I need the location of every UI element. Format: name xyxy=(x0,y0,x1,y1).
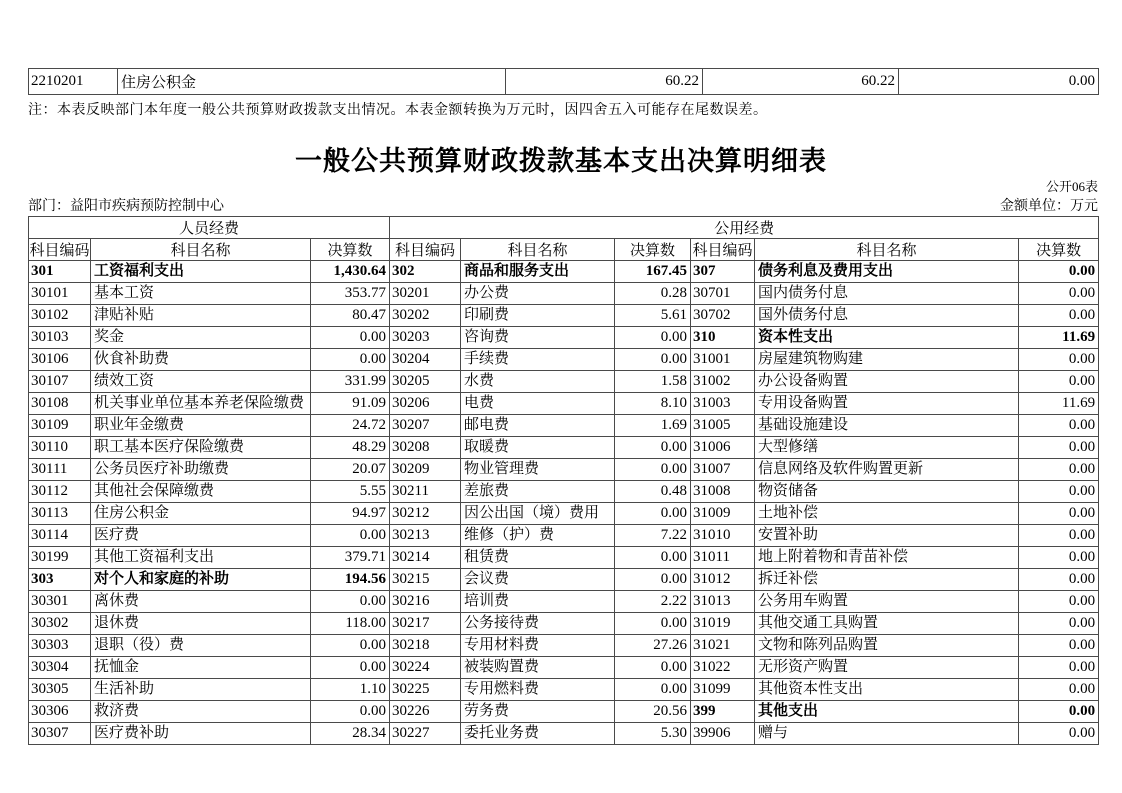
subject-code-cell: 30303 xyxy=(29,635,91,657)
amount-cell: 194.56 xyxy=(311,569,390,591)
subject-name-cell: 住房公积金 xyxy=(91,503,311,525)
subject-name-cell: 土地补偿 xyxy=(755,503,1019,525)
amount-cell: 353.77 xyxy=(311,283,390,305)
subject-code-cell: 310 xyxy=(691,327,755,349)
subject-code-cell: 30224 xyxy=(390,657,461,679)
amount-cell: 0.00 xyxy=(615,613,691,635)
table-row xyxy=(29,525,1099,547)
amount-cell: 11.69 xyxy=(1019,327,1099,349)
amount-cell: 0.28 xyxy=(615,283,691,305)
group-header-row xyxy=(29,217,1099,239)
subject-name-cell: 住房公积金 xyxy=(118,69,506,95)
subject-name-cell: 邮电费 xyxy=(461,415,615,437)
subject-name-cell: 基础设施建设 xyxy=(755,415,1019,437)
subject-name-cell: 无形资产购置 xyxy=(755,657,1019,679)
amount-cell: 0.00 xyxy=(1019,481,1099,503)
group-header-public: 公用经费 xyxy=(390,217,1099,239)
col-header-value: 决算数 xyxy=(1019,239,1099,261)
subject-code-cell: 30101 xyxy=(29,283,91,305)
table-row xyxy=(29,261,1099,283)
amount-cell: 0.00 xyxy=(1019,547,1099,569)
amount-cell: 80.47 xyxy=(311,305,390,327)
subject-name-cell: 伙食补助费 xyxy=(91,349,311,371)
amount-cell: 8.10 xyxy=(615,393,691,415)
subject-code-cell: 31007 xyxy=(691,459,755,481)
subject-code-cell: 30114 xyxy=(29,525,91,547)
subject-name-cell: 离休费 xyxy=(91,591,311,613)
amount-cell: 379.71 xyxy=(311,547,390,569)
col-header-code: 科目编码 xyxy=(691,239,755,261)
subject-code-cell: 30208 xyxy=(390,437,461,459)
amount-cell: 0.00 xyxy=(1019,503,1099,525)
subject-name-cell: 对个人和家庭的补助 xyxy=(91,569,311,591)
subject-name-cell: 因公出国（境）费用 xyxy=(461,503,615,525)
amount-cell: 118.00 xyxy=(311,613,390,635)
subject-code-cell: 30225 xyxy=(390,679,461,701)
note-text: 注：本表反映部门本年度一般公共预算财政拨款支出情况。本表金额转换为万元时，因四舍五入可能存在尾数误差。 xyxy=(28,103,768,118)
table-row xyxy=(29,415,1099,437)
subject-name-cell: 地上附着物和青苗补偿 xyxy=(755,547,1019,569)
subject-code-cell: 30111 xyxy=(29,459,91,481)
subject-code-cell: 30305 xyxy=(29,679,91,701)
subject-name-cell: 其他交通工具购置 xyxy=(755,613,1019,635)
subject-code-cell: 31002 xyxy=(691,371,755,393)
amount-cell: 0.00 xyxy=(1019,459,1099,481)
group-header-personnel: 人员经费 xyxy=(29,217,390,239)
table-row xyxy=(29,349,1099,371)
subject-name-cell: 会议费 xyxy=(461,569,615,591)
amount-cell: 0.00 xyxy=(615,547,691,569)
subject-name-cell: 基本工资 xyxy=(91,283,311,305)
subject-name-cell: 取暖费 xyxy=(461,437,615,459)
subject-name-cell: 办公费 xyxy=(461,283,615,305)
subject-code-cell: 2210201 xyxy=(29,69,118,95)
subject-code-cell: 30204 xyxy=(390,349,461,371)
subject-name-cell: 职工基本医疗保险缴费 xyxy=(91,437,311,459)
amount-cell: 0.00 xyxy=(1019,701,1099,723)
subject-code-cell: 30202 xyxy=(390,305,461,327)
amount-cell: 0.00 xyxy=(1019,415,1099,437)
subject-code-cell: 31009 xyxy=(691,503,755,525)
department-label: 部门：益阳市疾病预防控制中心 xyxy=(28,199,224,214)
subject-code-cell: 30212 xyxy=(390,503,461,525)
amount-cell: 0.00 xyxy=(311,591,390,613)
amount-cell: 91.09 xyxy=(311,393,390,415)
table-row xyxy=(29,679,1099,701)
subject-code-cell: 30109 xyxy=(29,415,91,437)
table-row xyxy=(29,547,1099,569)
subject-name-cell: 电费 xyxy=(461,393,615,415)
amount-cell: 1.69 xyxy=(615,415,691,437)
subject-name-cell: 水费 xyxy=(461,371,615,393)
meta-line xyxy=(28,195,1098,215)
table-row xyxy=(29,305,1099,327)
amount-cell: 0.00 xyxy=(615,569,691,591)
subject-name-cell: 专用设备购置 xyxy=(755,393,1019,415)
subject-name-cell: 物业管理费 xyxy=(461,459,615,481)
subject-code-cell: 30108 xyxy=(29,393,91,415)
subject-name-cell: 租赁费 xyxy=(461,547,615,569)
subject-name-cell: 安置补助 xyxy=(755,525,1019,547)
subject-code-cell: 30214 xyxy=(390,547,461,569)
subject-name-cell: 大型修缮 xyxy=(755,437,1019,459)
subject-name-cell: 拆迁补偿 xyxy=(755,569,1019,591)
subject-code-cell: 30107 xyxy=(29,371,91,393)
subject-code-cell: 30211 xyxy=(390,481,461,503)
amount-cell: 7.22 xyxy=(615,525,691,547)
amount-cell: 0.00 xyxy=(1019,283,1099,305)
amount-cell: 0.00 xyxy=(1019,613,1099,635)
subject-code-cell: 30213 xyxy=(390,525,461,547)
amount-cell: 28.34 xyxy=(311,723,390,745)
subject-name-cell: 救济费 xyxy=(91,701,311,723)
table-row xyxy=(29,635,1099,657)
subject-name-cell: 公务员医疗补助缴费 xyxy=(91,459,311,481)
subject-name-cell: 生活补助 xyxy=(91,679,311,701)
amount-cell: 0.00 xyxy=(615,657,691,679)
subject-name-cell: 物资储备 xyxy=(755,481,1019,503)
amount-cell: 0.00 xyxy=(899,69,1099,95)
subject-code-cell: 30217 xyxy=(390,613,461,635)
subject-code-cell: 301 xyxy=(29,261,91,283)
subject-name-cell: 专用燃料费 xyxy=(461,679,615,701)
col-header-name: 科目名称 xyxy=(91,239,311,261)
subject-code-cell: 31003 xyxy=(691,393,755,415)
table-code-label: 公开06表 xyxy=(1045,179,1098,194)
subject-name-cell: 印刷费 xyxy=(461,305,615,327)
amount-cell: 60.22 xyxy=(506,69,703,95)
subject-name-cell: 其他资本性支出 xyxy=(755,679,1019,701)
amount-cell: 0.00 xyxy=(1019,723,1099,745)
col-header-name: 科目名称 xyxy=(461,239,615,261)
amount-cell: 0.00 xyxy=(311,525,390,547)
amount-cell: 0.00 xyxy=(1019,437,1099,459)
subject-code-cell: 30113 xyxy=(29,503,91,525)
subject-name-cell: 手续费 xyxy=(461,349,615,371)
top-table-row xyxy=(29,69,1099,95)
amount-cell: 0.00 xyxy=(1019,679,1099,701)
amount-cell: 0.00 xyxy=(615,327,691,349)
table-row xyxy=(29,657,1099,679)
amount-cell: 1.10 xyxy=(311,679,390,701)
amount-cell: 0.00 xyxy=(311,349,390,371)
page-title: 一般公共预算财政拨款基本支出决算明细表 xyxy=(295,146,827,176)
subject-name-cell: 工资福利支出 xyxy=(91,261,311,283)
subject-name-cell: 房屋建筑物购建 xyxy=(755,349,1019,371)
subject-name-cell: 商品和服务支出 xyxy=(461,261,615,283)
subject-name-cell: 文物和陈列品购置 xyxy=(755,635,1019,657)
amount-cell: 0.48 xyxy=(615,481,691,503)
subject-name-cell: 医疗费补助 xyxy=(91,723,311,745)
subject-code-cell: 30701 xyxy=(691,283,755,305)
subject-name-cell: 咨询费 xyxy=(461,327,615,349)
amount-cell: 20.56 xyxy=(615,701,691,723)
table-row xyxy=(29,591,1099,613)
subject-name-cell: 专用材料费 xyxy=(461,635,615,657)
subject-code-cell: 31001 xyxy=(691,349,755,371)
amount-cell: 0.00 xyxy=(311,327,390,349)
subject-code-cell: 31011 xyxy=(691,547,755,569)
subject-name-cell: 信息网络及软件购置更新 xyxy=(755,459,1019,481)
subject-code-cell: 30226 xyxy=(390,701,461,723)
subject-name-cell: 债务利息及费用支出 xyxy=(755,261,1019,283)
amount-cell: 11.69 xyxy=(1019,393,1099,415)
subject-name-cell: 赠与 xyxy=(755,723,1019,745)
subject-code-cell: 30227 xyxy=(390,723,461,745)
subject-code-cell: 30307 xyxy=(29,723,91,745)
subject-name-cell: 津贴补贴 xyxy=(91,305,311,327)
amount-cell: 20.07 xyxy=(311,459,390,481)
subject-code-cell: 30702 xyxy=(691,305,755,327)
amount-cell: 0.00 xyxy=(1019,525,1099,547)
amount-cell: 0.00 xyxy=(615,349,691,371)
subject-code-cell: 303 xyxy=(29,569,91,591)
subject-code-cell: 30306 xyxy=(29,701,91,723)
col-header-name: 科目名称 xyxy=(755,239,1019,261)
subject-code-cell: 31010 xyxy=(691,525,755,547)
subject-name-cell: 培训费 xyxy=(461,591,615,613)
amount-cell: 5.30 xyxy=(615,723,691,745)
table-row xyxy=(29,613,1099,635)
col-header-code: 科目编码 xyxy=(390,239,461,261)
amount-cell: 0.00 xyxy=(1019,657,1099,679)
subject-name-cell: 职业年金缴费 xyxy=(91,415,311,437)
main-table xyxy=(28,216,1099,745)
amount-cell: 0.00 xyxy=(1019,349,1099,371)
subject-code-cell: 31012 xyxy=(691,569,755,591)
table-row xyxy=(29,503,1099,525)
subject-code-cell: 30201 xyxy=(390,283,461,305)
subject-code-cell: 30112 xyxy=(29,481,91,503)
subject-code-cell: 30106 xyxy=(29,349,91,371)
subject-code-cell: 30110 xyxy=(29,437,91,459)
amount-cell: 1,430.64 xyxy=(311,261,390,283)
col-header-value: 决算数 xyxy=(615,239,691,261)
subject-code-cell: 30302 xyxy=(29,613,91,635)
amount-cell: 94.97 xyxy=(311,503,390,525)
table-row xyxy=(29,371,1099,393)
subject-name-cell: 奖金 xyxy=(91,327,311,349)
amount-cell: 0.00 xyxy=(1019,591,1099,613)
subject-name-cell: 差旅费 xyxy=(461,481,615,503)
subject-code-cell: 30215 xyxy=(390,569,461,591)
subject-code-cell: 31006 xyxy=(691,437,755,459)
subject-code-cell: 31019 xyxy=(691,613,755,635)
subject-name-cell: 公务接待费 xyxy=(461,613,615,635)
subject-code-cell: 30209 xyxy=(390,459,461,481)
subject-code-cell: 30199 xyxy=(29,547,91,569)
subject-name-cell: 国内债务付息 xyxy=(755,283,1019,305)
amount-cell: 0.00 xyxy=(615,679,691,701)
subject-name-cell: 劳务费 xyxy=(461,701,615,723)
subject-name-cell: 维修（护）费 xyxy=(461,525,615,547)
table-row xyxy=(29,481,1099,503)
subject-code-cell: 30218 xyxy=(390,635,461,657)
subject-code-cell: 307 xyxy=(691,261,755,283)
subject-name-cell: 国外债务付息 xyxy=(755,305,1019,327)
table-row xyxy=(29,701,1099,723)
subject-name-cell: 绩效工资 xyxy=(91,371,311,393)
amount-cell: 0.00 xyxy=(615,503,691,525)
subject-code-cell: 30216 xyxy=(390,591,461,613)
subject-code-cell: 30301 xyxy=(29,591,91,613)
amount-cell: 60.22 xyxy=(703,69,899,95)
amount-cell: 167.45 xyxy=(615,261,691,283)
subject-code-cell: 399 xyxy=(691,701,755,723)
table-row xyxy=(29,393,1099,415)
subject-name-cell: 其他工资福利支出 xyxy=(91,547,311,569)
subject-name-cell: 资本性支出 xyxy=(755,327,1019,349)
subject-name-cell: 退休费 xyxy=(91,613,311,635)
subject-code-cell: 30103 xyxy=(29,327,91,349)
amount-cell: 0.00 xyxy=(1019,305,1099,327)
subject-name-cell: 其他支出 xyxy=(755,701,1019,723)
amount-cell: 0.00 xyxy=(1019,569,1099,591)
table-row xyxy=(29,437,1099,459)
amount-cell: 0.00 xyxy=(311,701,390,723)
amount-cell: 48.29 xyxy=(311,437,390,459)
subject-code-cell: 39906 xyxy=(691,723,755,745)
unit-label: 金额单位：万元 xyxy=(1000,199,1098,214)
table-row xyxy=(29,569,1099,591)
amount-cell: 24.72 xyxy=(311,415,390,437)
subject-name-cell: 医疗费 xyxy=(91,525,311,547)
subject-name-cell: 抚恤金 xyxy=(91,657,311,679)
amount-cell: 2.22 xyxy=(615,591,691,613)
table-row xyxy=(29,283,1099,305)
column-header-row xyxy=(29,239,1099,261)
subject-code-cell: 31021 xyxy=(691,635,755,657)
subject-code-cell: 30203 xyxy=(390,327,461,349)
subject-name-cell: 办公设备购置 xyxy=(755,371,1019,393)
subject-code-cell: 30206 xyxy=(390,393,461,415)
table-row xyxy=(29,459,1099,481)
amount-cell: 0.00 xyxy=(1019,635,1099,657)
amount-cell: 0.00 xyxy=(1019,261,1099,283)
subject-code-cell: 30304 xyxy=(29,657,91,679)
subject-code-cell: 30102 xyxy=(29,305,91,327)
subject-code-cell: 30207 xyxy=(390,415,461,437)
col-header-code: 科目编码 xyxy=(29,239,91,261)
subject-code-cell: 302 xyxy=(390,261,461,283)
top-table xyxy=(28,68,1099,95)
subject-name-cell: 机关事业单位基本养老保险缴费 xyxy=(91,393,311,415)
amount-cell: 5.61 xyxy=(615,305,691,327)
amount-cell: 0.00 xyxy=(311,657,390,679)
subject-code-cell: 30205 xyxy=(390,371,461,393)
col-header-value: 决算数 xyxy=(311,239,390,261)
subject-name-cell: 退职（役）费 xyxy=(91,635,311,657)
amount-cell: 1.58 xyxy=(615,371,691,393)
amount-cell: 27.26 xyxy=(615,635,691,657)
subject-code-cell: 31099 xyxy=(691,679,755,701)
amount-cell: 0.00 xyxy=(311,635,390,657)
amount-cell: 5.55 xyxy=(311,481,390,503)
amount-cell: 0.00 xyxy=(615,459,691,481)
subject-name-cell: 委托业务费 xyxy=(461,723,615,745)
table-row xyxy=(29,327,1099,349)
subject-code-cell: 31005 xyxy=(691,415,755,437)
table-row xyxy=(29,723,1099,745)
amount-cell: 331.99 xyxy=(311,371,390,393)
subject-name-cell: 被装购置费 xyxy=(461,657,615,679)
subject-code-cell: 31022 xyxy=(691,657,755,679)
subject-name-cell: 其他社会保障缴费 xyxy=(91,481,311,503)
subject-code-cell: 31013 xyxy=(691,591,755,613)
amount-cell: 0.00 xyxy=(1019,371,1099,393)
subject-code-cell: 31008 xyxy=(691,481,755,503)
subject-name-cell: 公务用车购置 xyxy=(755,591,1019,613)
amount-cell: 0.00 xyxy=(615,437,691,459)
